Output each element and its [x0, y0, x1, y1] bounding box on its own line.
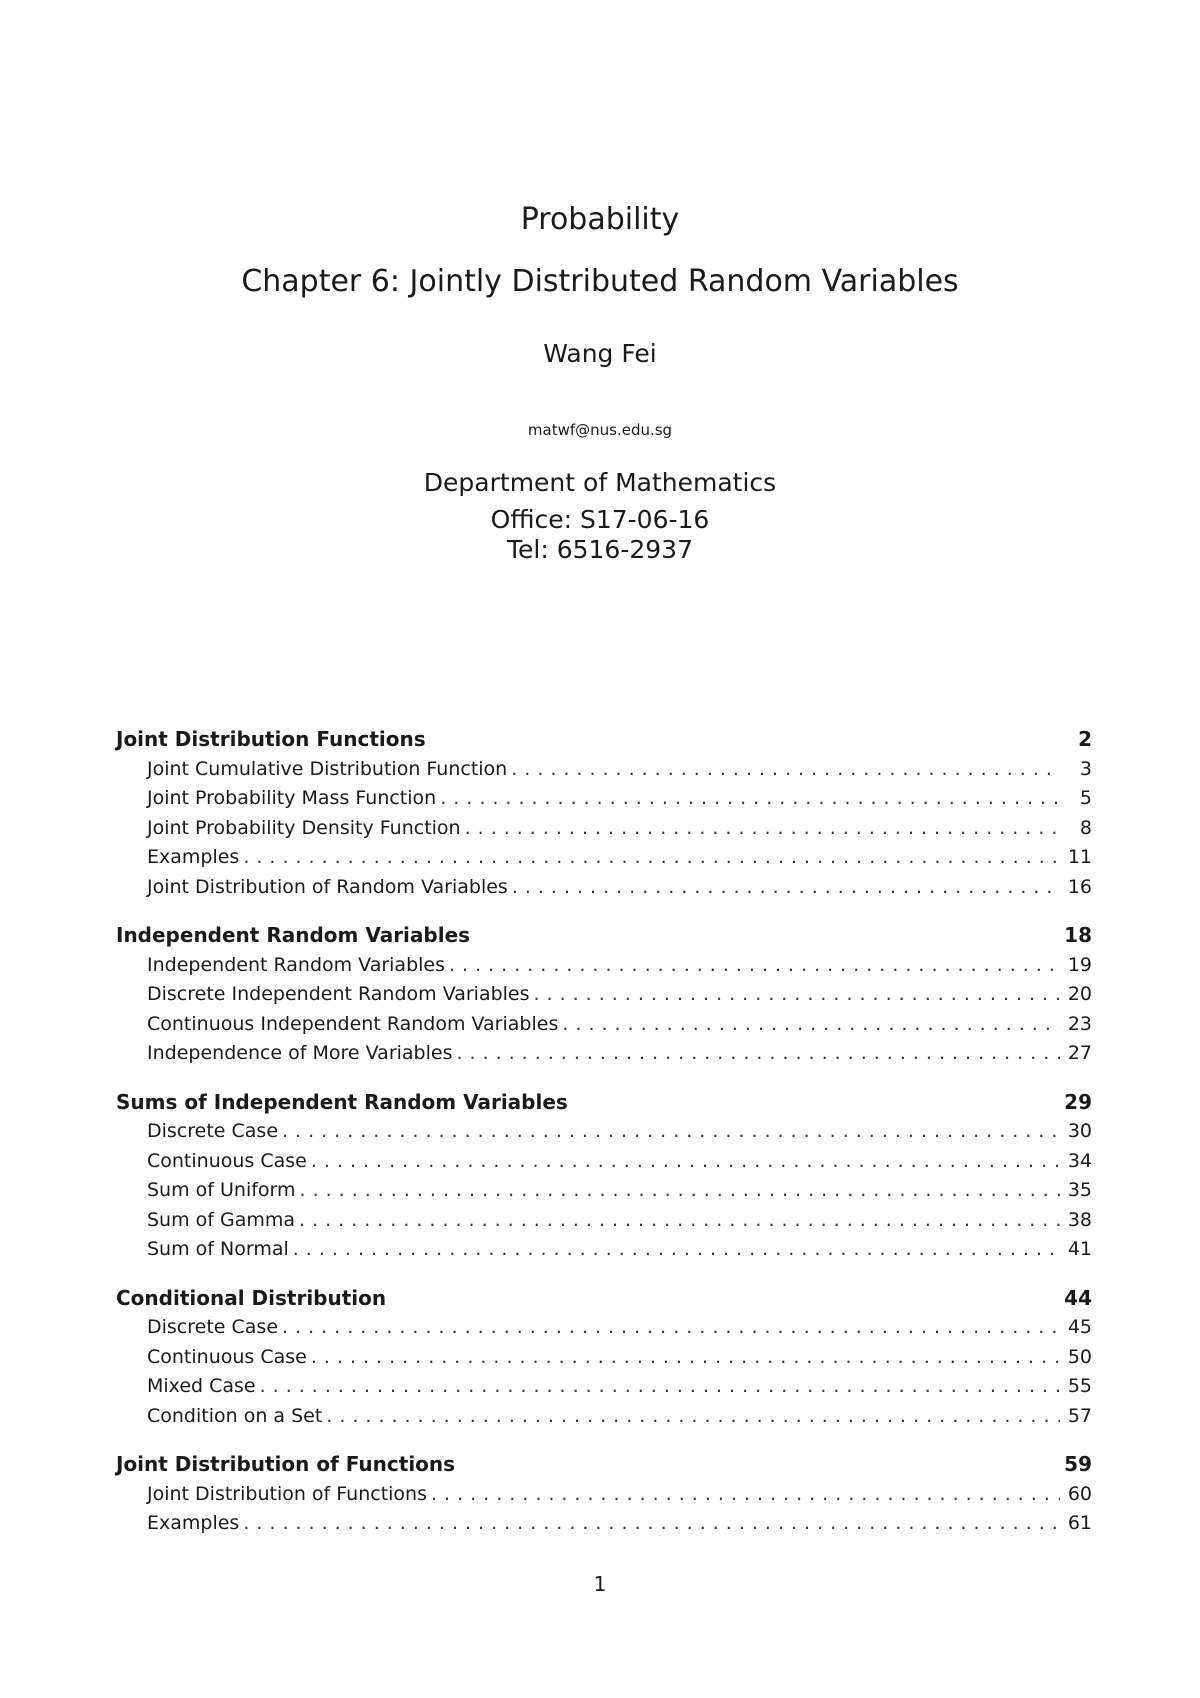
toc-entry[interactable] — [116, 980, 1092, 1010]
toc-dot-leader — [311, 1147, 1060, 1177]
toc-dot-leader — [311, 1343, 1060, 1373]
toc-entry-label: Joint Probability Density Function — [147, 816, 461, 839]
toc-entry-label: Sum of Normal — [147, 1238, 289, 1260]
toc-entry-page: 50 — [1067, 1345, 1092, 1368]
toc-dot-leader — [326, 1402, 1060, 1432]
toc-entry-page: 8 — [1079, 816, 1092, 839]
toc-entry-page: 5 — [1079, 787, 1092, 809]
toc-section-title: Independent Random Variables — [116, 923, 471, 947]
toc-entry-page: 30 — [1067, 1120, 1092, 1142]
toc-entry-label: Independence of More Variables — [147, 1042, 453, 1064]
toc-entry-page: 55 — [1067, 1375, 1092, 1397]
toc-entry-page: 23 — [1067, 1012, 1092, 1035]
toc-entry[interactable] — [116, 1343, 1092, 1373]
toc-entry-label: Joint Probability Mass Function — [147, 787, 437, 809]
toc-entry-label: Joint Distribution of Random Variables — [147, 875, 508, 898]
toc-section-title: Sums of Independent Random Variables — [116, 1089, 568, 1114]
toc-dot-leader — [456, 1039, 1060, 1069]
toc-entry[interactable] — [116, 784, 1092, 814]
toc-entry-label: Condition on a Set — [147, 1404, 323, 1427]
toc-entry-label: Mixed Case — [147, 1375, 256, 1397]
toc-entry[interactable] — [116, 873, 1092, 903]
toc-dot-leader — [260, 1372, 1060, 1402]
toc-entry-page: 35 — [1067, 1179, 1092, 1201]
toc-entry-label: Discrete Case — [147, 1316, 279, 1338]
toc-dot-leader — [282, 1117, 1060, 1147]
toc-dot-leader — [534, 980, 1060, 1010]
document-title: Probability — [520, 202, 680, 237]
toc-entry[interactable] — [116, 1176, 1092, 1206]
toc-entry-page: 16 — [1067, 875, 1092, 898]
toc-section — [116, 921, 1092, 1069]
toc-entry[interactable] — [116, 843, 1092, 873]
toc-entry-label: Sum of Gamma — [147, 1208, 296, 1231]
toc-dot-leader — [243, 1509, 1060, 1539]
toc-entry-page: 57 — [1067, 1404, 1092, 1427]
toc-section-title: Conditional Distribution — [116, 1285, 387, 1310]
toc-dot-leader — [300, 1176, 1060, 1206]
toc-entry[interactable] — [116, 1206, 1092, 1236]
toc-section-heading[interactable] — [116, 1450, 1092, 1480]
author-email: matwf@nus.edu.sg — [527, 421, 673, 439]
toc-section — [116, 1284, 1092, 1432]
toc-section-heading[interactable] — [116, 1284, 1092, 1314]
toc-dot-leader — [440, 784, 1060, 814]
toc-entry[interactable] — [116, 1480, 1092, 1510]
toc-entry[interactable] — [116, 1147, 1092, 1177]
toc-section-page: 44 — [1064, 1285, 1092, 1310]
toc-entry[interactable] — [116, 1235, 1092, 1265]
toc-entry[interactable] — [116, 1313, 1092, 1343]
toc-section-page: 29 — [1064, 1089, 1092, 1114]
toc-section-title: Joint Distribution of Functions — [116, 1452, 456, 1476]
toc-entry-page: 11 — [1067, 846, 1092, 868]
toc-section-page: 18 — [1064, 923, 1092, 947]
toc-entry-page: 60 — [1067, 1482, 1092, 1505]
toc-section-heading[interactable] — [116, 921, 1092, 951]
toc-entry-label: Discrete Independent Random Variables — [147, 983, 530, 1005]
toc-entry[interactable] — [116, 1372, 1092, 1402]
toc-section-page: 2 — [1078, 727, 1092, 751]
toc-entry-label: Discrete Case — [147, 1120, 279, 1142]
toc-dot-leader — [431, 1480, 1060, 1510]
toc-entry-label: Continuous Case — [147, 1345, 307, 1368]
toc-entry[interactable] — [116, 1039, 1092, 1069]
toc-entry[interactable] — [116, 1402, 1092, 1432]
toc-entry[interactable] — [116, 814, 1092, 844]
toc-section — [116, 1088, 1092, 1265]
office: Office: S17-06-16 — [490, 505, 710, 534]
toc-entry-page: 34 — [1067, 1149, 1092, 1172]
toc-section-heading[interactable] — [116, 725, 1092, 755]
toc-section-page: 59 — [1064, 1452, 1092, 1476]
toc-section — [116, 725, 1092, 902]
toc-entry[interactable] — [116, 755, 1092, 785]
toc-dot-leader — [293, 1235, 1060, 1265]
toc-entry-label: Joint Cumulative Distribution Function — [147, 757, 508, 780]
toc-dot-leader — [512, 873, 1060, 903]
toc-entry-label: Examples — [147, 1512, 240, 1534]
toc-entry-label: Examples — [147, 846, 240, 868]
toc-dot-leader — [299, 1206, 1060, 1236]
toc-dot-leader — [243, 843, 1060, 873]
toc-entry-label: Independent Random Variables — [147, 953, 445, 976]
toc-entry-page: 38 — [1067, 1208, 1092, 1231]
toc-entry-label: Joint Distribution of Functions — [147, 1482, 427, 1505]
department: Department of Mathematics — [423, 468, 777, 497]
toc-section — [116, 1450, 1092, 1539]
author-name: Wang Fei — [543, 339, 657, 368]
toc-dot-leader — [465, 814, 1060, 844]
toc-dot-leader — [562, 1010, 1060, 1040]
toc-entry-label: Sum of Uniform — [147, 1179, 296, 1201]
toc-dot-leader — [282, 1313, 1060, 1343]
toc-entry-page: 19 — [1067, 953, 1092, 976]
toc-dot-leader — [511, 755, 1060, 785]
toc-entry[interactable] — [116, 951, 1092, 981]
toc-entry-label: Continuous Independent Random Variables — [147, 1012, 559, 1035]
toc-dot-leader — [449, 951, 1060, 981]
chapter-title: Chapter 6: Jointly Distributed Random Variables — [241, 264, 959, 299]
table-of-contents — [116, 725, 1092, 1558]
toc-section-title: Joint Distribution Functions — [116, 727, 426, 751]
toc-section-heading[interactable] — [116, 1088, 1092, 1118]
toc-entry[interactable] — [116, 1010, 1092, 1040]
toc-entry-page: 61 — [1067, 1512, 1092, 1534]
toc-entry-label: Continuous Case — [147, 1149, 307, 1172]
toc-entry[interactable] — [116, 1117, 1092, 1147]
toc-entry-page: 20 — [1067, 983, 1092, 1005]
toc-entry-page: 41 — [1067, 1238, 1092, 1260]
toc-entry[interactable] — [116, 1509, 1092, 1539]
page-number: 1 — [593, 1572, 607, 1596]
toc-entry-page: 27 — [1067, 1042, 1092, 1064]
toc-entry-page: 3 — [1079, 757, 1092, 780]
toc-entry-page: 45 — [1067, 1316, 1092, 1338]
telephone: Tel: 6516-2937 — [507, 535, 693, 564]
